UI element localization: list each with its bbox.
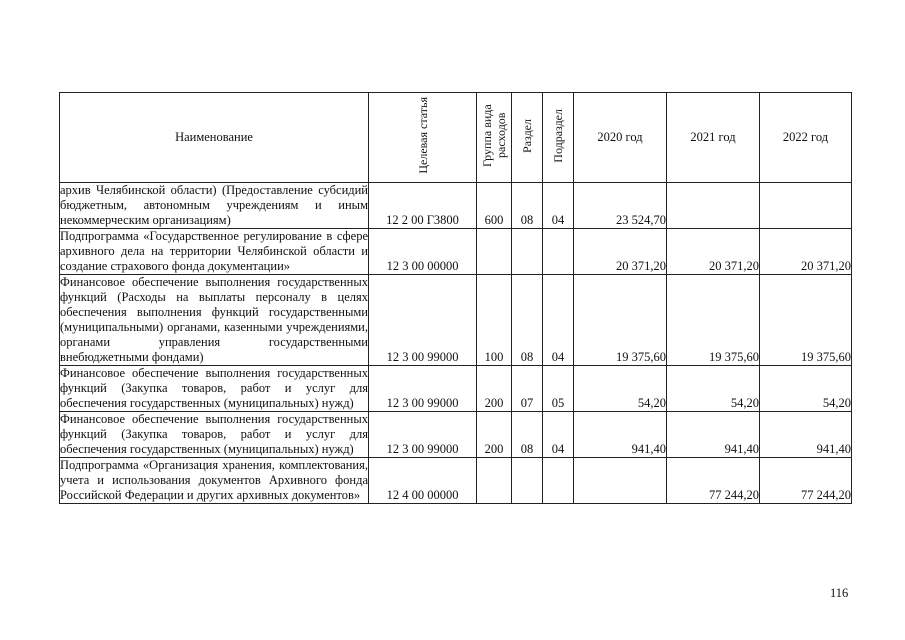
row-2021 — [667, 183, 760, 229]
row-2021: 941,40 — [667, 412, 760, 458]
row-code: 12 3 00 00000 — [369, 229, 477, 275]
row-name: архив Челябинской области) (Предоставление субсидий бюджетным, автономным учреждениям и иным некоммерческим организациям) — [60, 183, 368, 227]
row-section: 08 — [512, 275, 543, 366]
header-2020: 2020 год — [574, 93, 667, 183]
row-code: 12 3 00 99000 — [369, 412, 477, 458]
table-row — [60, 275, 852, 366]
row-2020: 54,20 — [574, 366, 667, 412]
row-2020: 941,40 — [574, 412, 667, 458]
row-section: 08 — [512, 183, 543, 229]
row-section — [512, 458, 543, 504]
table-row — [60, 458, 852, 504]
header-2022: 2022 год — [760, 93, 852, 183]
row-2022: 20 371,20 — [760, 229, 852, 275]
row-subsection: 04 — [543, 412, 574, 458]
row-section — [512, 229, 543, 275]
row-group: 200 — [477, 366, 512, 412]
row-name: Финансовое обеспечение выполнения государственных функций (Закупка товаров, работ и услуг для обеспечения государственных (муниципальных) нужд) — [60, 366, 368, 410]
row-group — [477, 458, 512, 504]
row-code: 12 3 00 99000 — [369, 275, 477, 366]
row-code: 12 3 00 99000 — [369, 366, 477, 412]
row-2020: 19 375,60 — [574, 275, 667, 366]
row-name: Подпрограмма «Организация хранения, комплектования, учета и использования документов Архивного фонда Российской Федерации и других архивных документов» — [60, 458, 368, 502]
row-2020: 20 371,20 — [574, 229, 667, 275]
row-2020: 23 524,70 — [574, 183, 667, 229]
row-subsection — [543, 229, 574, 275]
row-2020 — [574, 458, 667, 504]
header-group: Группа вида расходов — [477, 93, 512, 183]
row-name: Подпрограмма «Государственное регулирование в сфере архивного дела на территории Челябинской области и создание страхового фонда документации» — [60, 229, 368, 273]
budget-table — [59, 92, 852, 504]
row-name: Финансовое обеспечение выполнения государственных функций (Закупка товаров, работ и услуг для обеспечения государственных (муниципальных) нужд) — [60, 412, 368, 456]
row-group: 200 — [477, 412, 512, 458]
row-code: 12 4 00 00000 — [369, 458, 477, 504]
page-number: 116 — [830, 586, 849, 600]
table-row — [60, 183, 852, 229]
row-2022: 19 375,60 — [760, 275, 852, 366]
row-section: 07 — [512, 366, 543, 412]
row-2022: 54,20 — [760, 366, 852, 412]
row-2021: 77 244,20 — [667, 458, 760, 504]
row-group — [477, 229, 512, 275]
header-target: Целевая статья — [369, 93, 477, 183]
table-row — [60, 229, 852, 275]
header-section: Раздел — [512, 93, 543, 183]
row-code: 12 2 00 Г3800 — [369, 183, 477, 229]
table-row — [60, 366, 852, 412]
table-header-row — [60, 93, 852, 183]
row-subsection — [543, 458, 574, 504]
row-2022 — [760, 183, 852, 229]
row-subsection: 04 — [543, 275, 574, 366]
table-row — [60, 412, 852, 458]
row-subsection: 05 — [543, 366, 574, 412]
row-name: Финансовое обеспечение выполнения государственных функций (Расходы на выплаты персоналу в целях обеспечения выполнения функций государственными (муниципальными) органами, казенными учреждениями, органами управления государственными внебюджетными фондами) — [60, 275, 368, 364]
header-subsection: Подраздел — [543, 93, 574, 183]
row-group: 600 — [477, 183, 512, 229]
row-2021: 20 371,20 — [667, 229, 760, 275]
header-2021: 2021 год — [667, 93, 760, 183]
row-section: 08 — [512, 412, 543, 458]
row-2021: 54,20 — [667, 366, 760, 412]
row-subsection: 04 — [543, 183, 574, 229]
row-2021: 19 375,60 — [667, 275, 760, 366]
row-group: 100 — [477, 275, 512, 366]
row-2022: 77 244,20 — [760, 458, 852, 504]
header-name: Наименование — [60, 93, 369, 183]
row-2022: 941,40 — [760, 412, 852, 458]
